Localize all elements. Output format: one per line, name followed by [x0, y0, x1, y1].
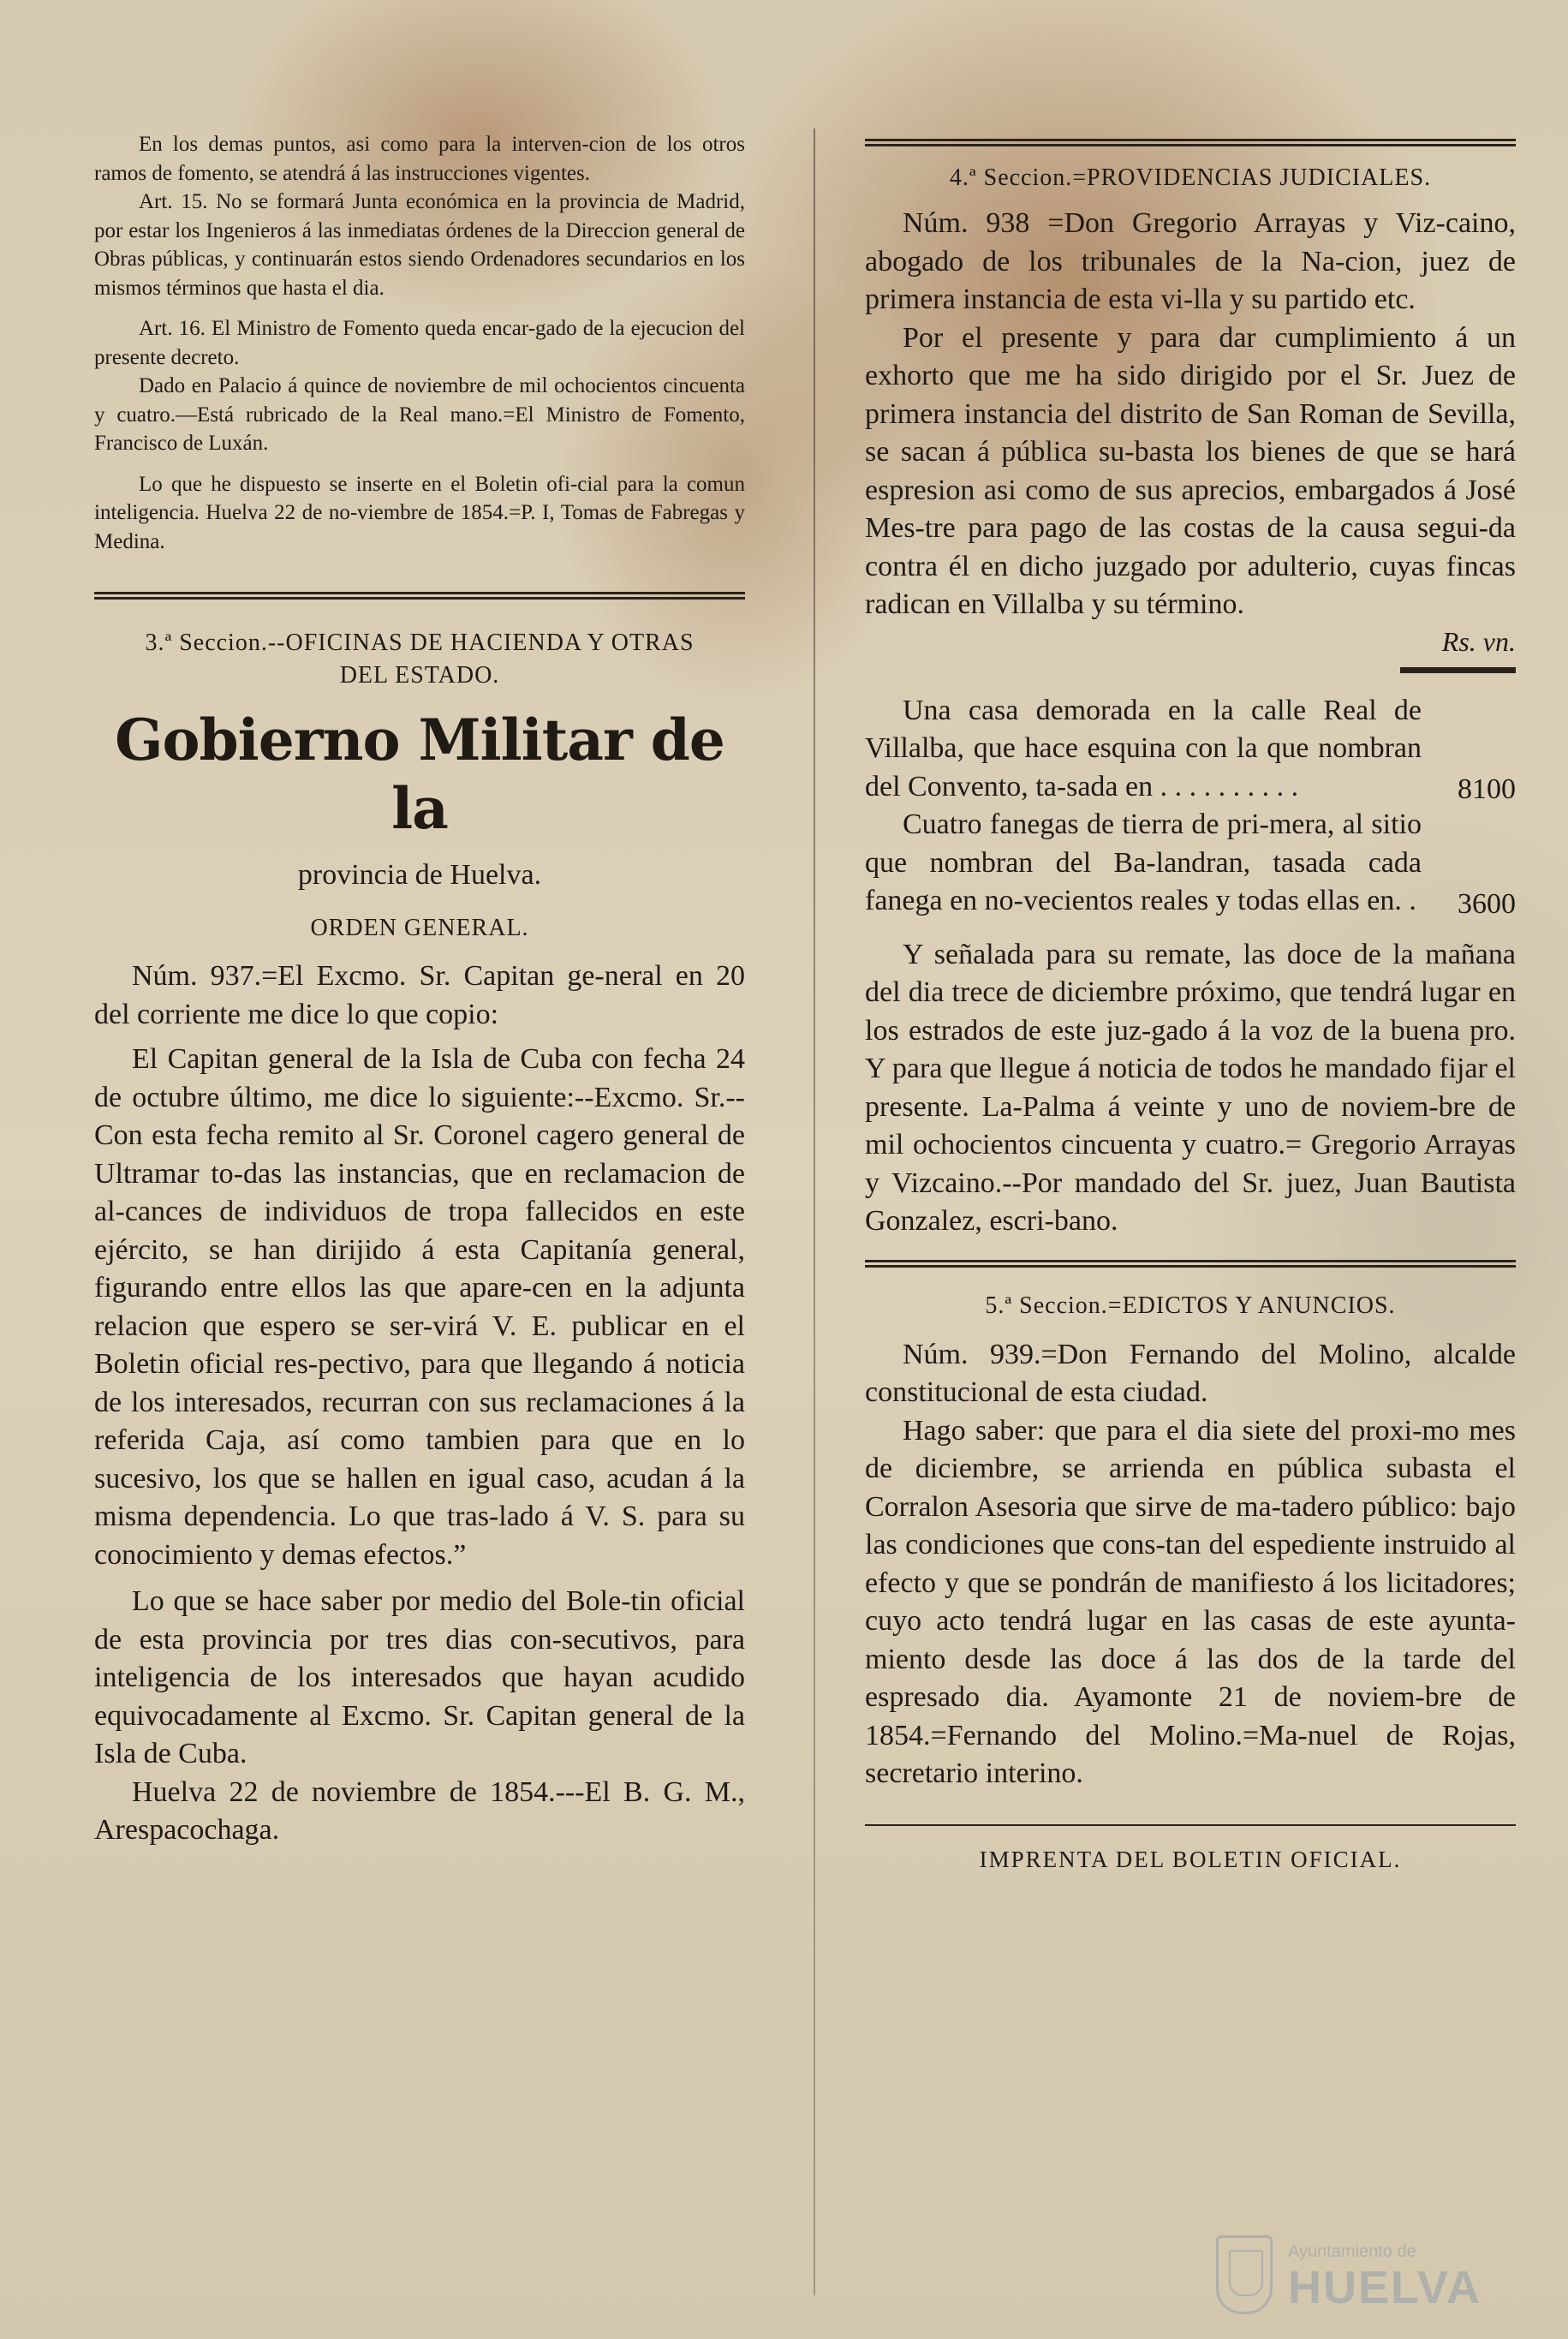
gobierno-militar-subtitle: provincia de Huelva. [297, 859, 542, 891]
property-casa-text: Una casa demorada en la calle Real de Villalba, que hace esquina con la que nombran del Convento, ta-sada en . . . . . . . . . . [865, 694, 1422, 803]
capitan-general-letter: El Capitan general de la Isla de Cuba con fecha 24 de octubre último, me dice lo siguiente:--Excmo. Sr.--Con esta fecha remito al Sr. Coronel cagero general de Ultramar to-das las instancias, que en reclamacion de al-cances de individuos de tropa fallecidos en este ejército, se han dirijido á esta Capitanía general, figurando entre ellos las que apare-cen en la adjunta relacion que espero se ser-virá V. E. publicar en el Boletin oficial res-pectivo, para que llegando á noticia de los interesados, recurran con sus reclamaciones á la referida Caja, así como tambien para que en lo sucesivo, los que se hallen en igual caso, acudan á la misma dependencia. Lo que tras-lado á V. S. para su conocimiento y demas efectos.” [94, 1043, 745, 1571]
section-3-heading-line1: 3.ª Seccion.--OFICINAS DE HACIENDA Y OTRAS [145, 630, 695, 656]
property-item-tierra [865, 806, 1516, 921]
imprenta-footer: IMPRENTA DEL BOLETIN OFICIAL. [979, 1846, 1402, 1872]
section-separator [94, 592, 745, 600]
right-column [865, 0, 1516, 1873]
remate-paragraph: Y señalada para su remate, las doce de la mañana del dia trece de diciembre próximo, que tendrá lugar en los estrados de este juz-gado á la voz de la buena pro. Y para que llegue á noticia de todos he mandado fijar el presente. La-Palma á veinte y uno de noviem-bre de mil ochocientos cincuenta y cuatro.= Gregorio Arrayas y Vizcaino.--Por mandado del Sr. juez, Juan Bautista Gonzalez, escri-bano. [865, 938, 1516, 1237]
corralon-paragraph: Hago saber: que para el dia siete del proxi-mo mes de diciembre, se arrienda en pública subasta el Corralon Asesoria que sirve de ma-tadero público: bajo las condiciones que cons-tan del espediente instruido al efecto y que se pondrán de manifiesto á los licitadores; cuyo acto tendrá lugar en las casas de este ayunta-miento desde las doce á las dos de la tarde del espresado dia. Ayamonte 21 de noviem-bre de 1854.=Fernando del Molino.=Ma-nuel de Rojas, secretario interino. [865, 1414, 1516, 1789]
section-4-heading: 4.ª Seccion.=PROVIDENCIAS JUDICIALES. [949, 164, 1432, 191]
orden-general-heading: ORDEN GENERAL. [310, 915, 529, 941]
property-casa-value: 8100 [1458, 773, 1516, 805]
section-3-heading-line2: DEL ESTADO. [339, 662, 500, 689]
shield-icon [1216, 2235, 1273, 2314]
column-divider [814, 128, 815, 2295]
top-separator [865, 139, 1516, 146]
decree-signature: Dado en Palacio á quince de noviembre de mil ochocientos cincuenta y cuatro.—Está rubricado de la Real mano.=El Ministro de Fomento, Francisco de Luxán. [94, 374, 745, 455]
huelva-signature: Huelva 22 de noviembre de 1854.---El B. G. M., Arespacochaga. [94, 1775, 745, 1846]
paragraph-instrucciones: En los demas puntos, asi como para la interven-cion de los otros ramos de fomento, se atendrá á las instrucciones vigentes. [94, 133, 745, 185]
section-5-heading: 5.ª Seccion.=EDICTOS Y ANUNCIOS. [985, 1292, 1396, 1319]
left-column [94, 0, 745, 1850]
article-15: Art. 15. No se formará Junta económica en la provincia de Madrid, por estar los Ingenieros á las inmediatas órdenes de la Direccion general de Obras públicas, y continuarán estos siendo Ordenadores secundarios en los mismos términos que hasta el dia. [94, 190, 745, 300]
gobierno-militar-title: Gobierno Militar de la [115, 707, 724, 842]
num-939-intro: Núm. 939.=Don Fernando del Molino, alcalde constitucional de esta ciudad. [865, 1338, 1516, 1408]
num-938-intro: Núm. 938 =Don Gregorio Arrayas y Viz-caino, abogado de los tribunales de la Na-cion, juez de primera instancia de esta vi-lla y su partido etc. [865, 207, 1516, 315]
section-separator-2 [865, 1260, 1516, 1268]
boletin-notice: Lo que se hace saber por medio del Bole-tin oficial de esta provincia por tres dias con-secutivos, para inteligencia de los interesados que hayan acudido equivocadamente al Excmo. Sr. Capitan general de la Isla de Cuba. [94, 1585, 745, 1769]
ayuntamiento-logo [1216, 2227, 1490, 2321]
publication-note: Lo que he dispuesto se inserte en el Boletin ofi-cial para la comun inteligencia. Huelva 22 de no-viembre de 1854.=P. I, Tomas de Fabregas y Medina. [94, 472, 745, 553]
num-937-intro: Núm. 937.=El Excmo. Sr. Capitan ge-neral en 20 del corriente me dice lo que copio: [94, 960, 745, 1030]
short-rule [1400, 667, 1516, 673]
currency-label: Rs. vn. [1441, 625, 1516, 657]
exhorto-paragraph: Por el presente y para dar cumplimiento á un exhorto que me ha sido dirigido por el Sr. Juez de primera instancia del distrito de San Roman de Sevilla, se sacan á pública su-basta los bienes de que se hará espresion asi como de sus aprecios, embargados á José Mes-tre para pago de las costas de la causa segui-da contra él en dicho juzgado por adulterio, cuyas fincas radican en Villalba y su término. [865, 321, 1516, 620]
logo-small-text: Ayuntamiento de [1288, 2242, 1416, 2261]
article-16: Art. 16. El Ministro de Fomento queda encar-gado de la ejecucion del presente decreto. [94, 317, 745, 369]
logo-big-text: HUELVA [1288, 2262, 1482, 2313]
property-item-casa [865, 692, 1516, 807]
property-tierra-text: Cuatro fanegas de tierra de pri-mera, al sitio que nombran del Ba-landran, tasada cada fanega en no-vecientos reales y todas ellas en. . [865, 809, 1422, 916]
property-tierra-value: 3600 [1458, 887, 1516, 920]
